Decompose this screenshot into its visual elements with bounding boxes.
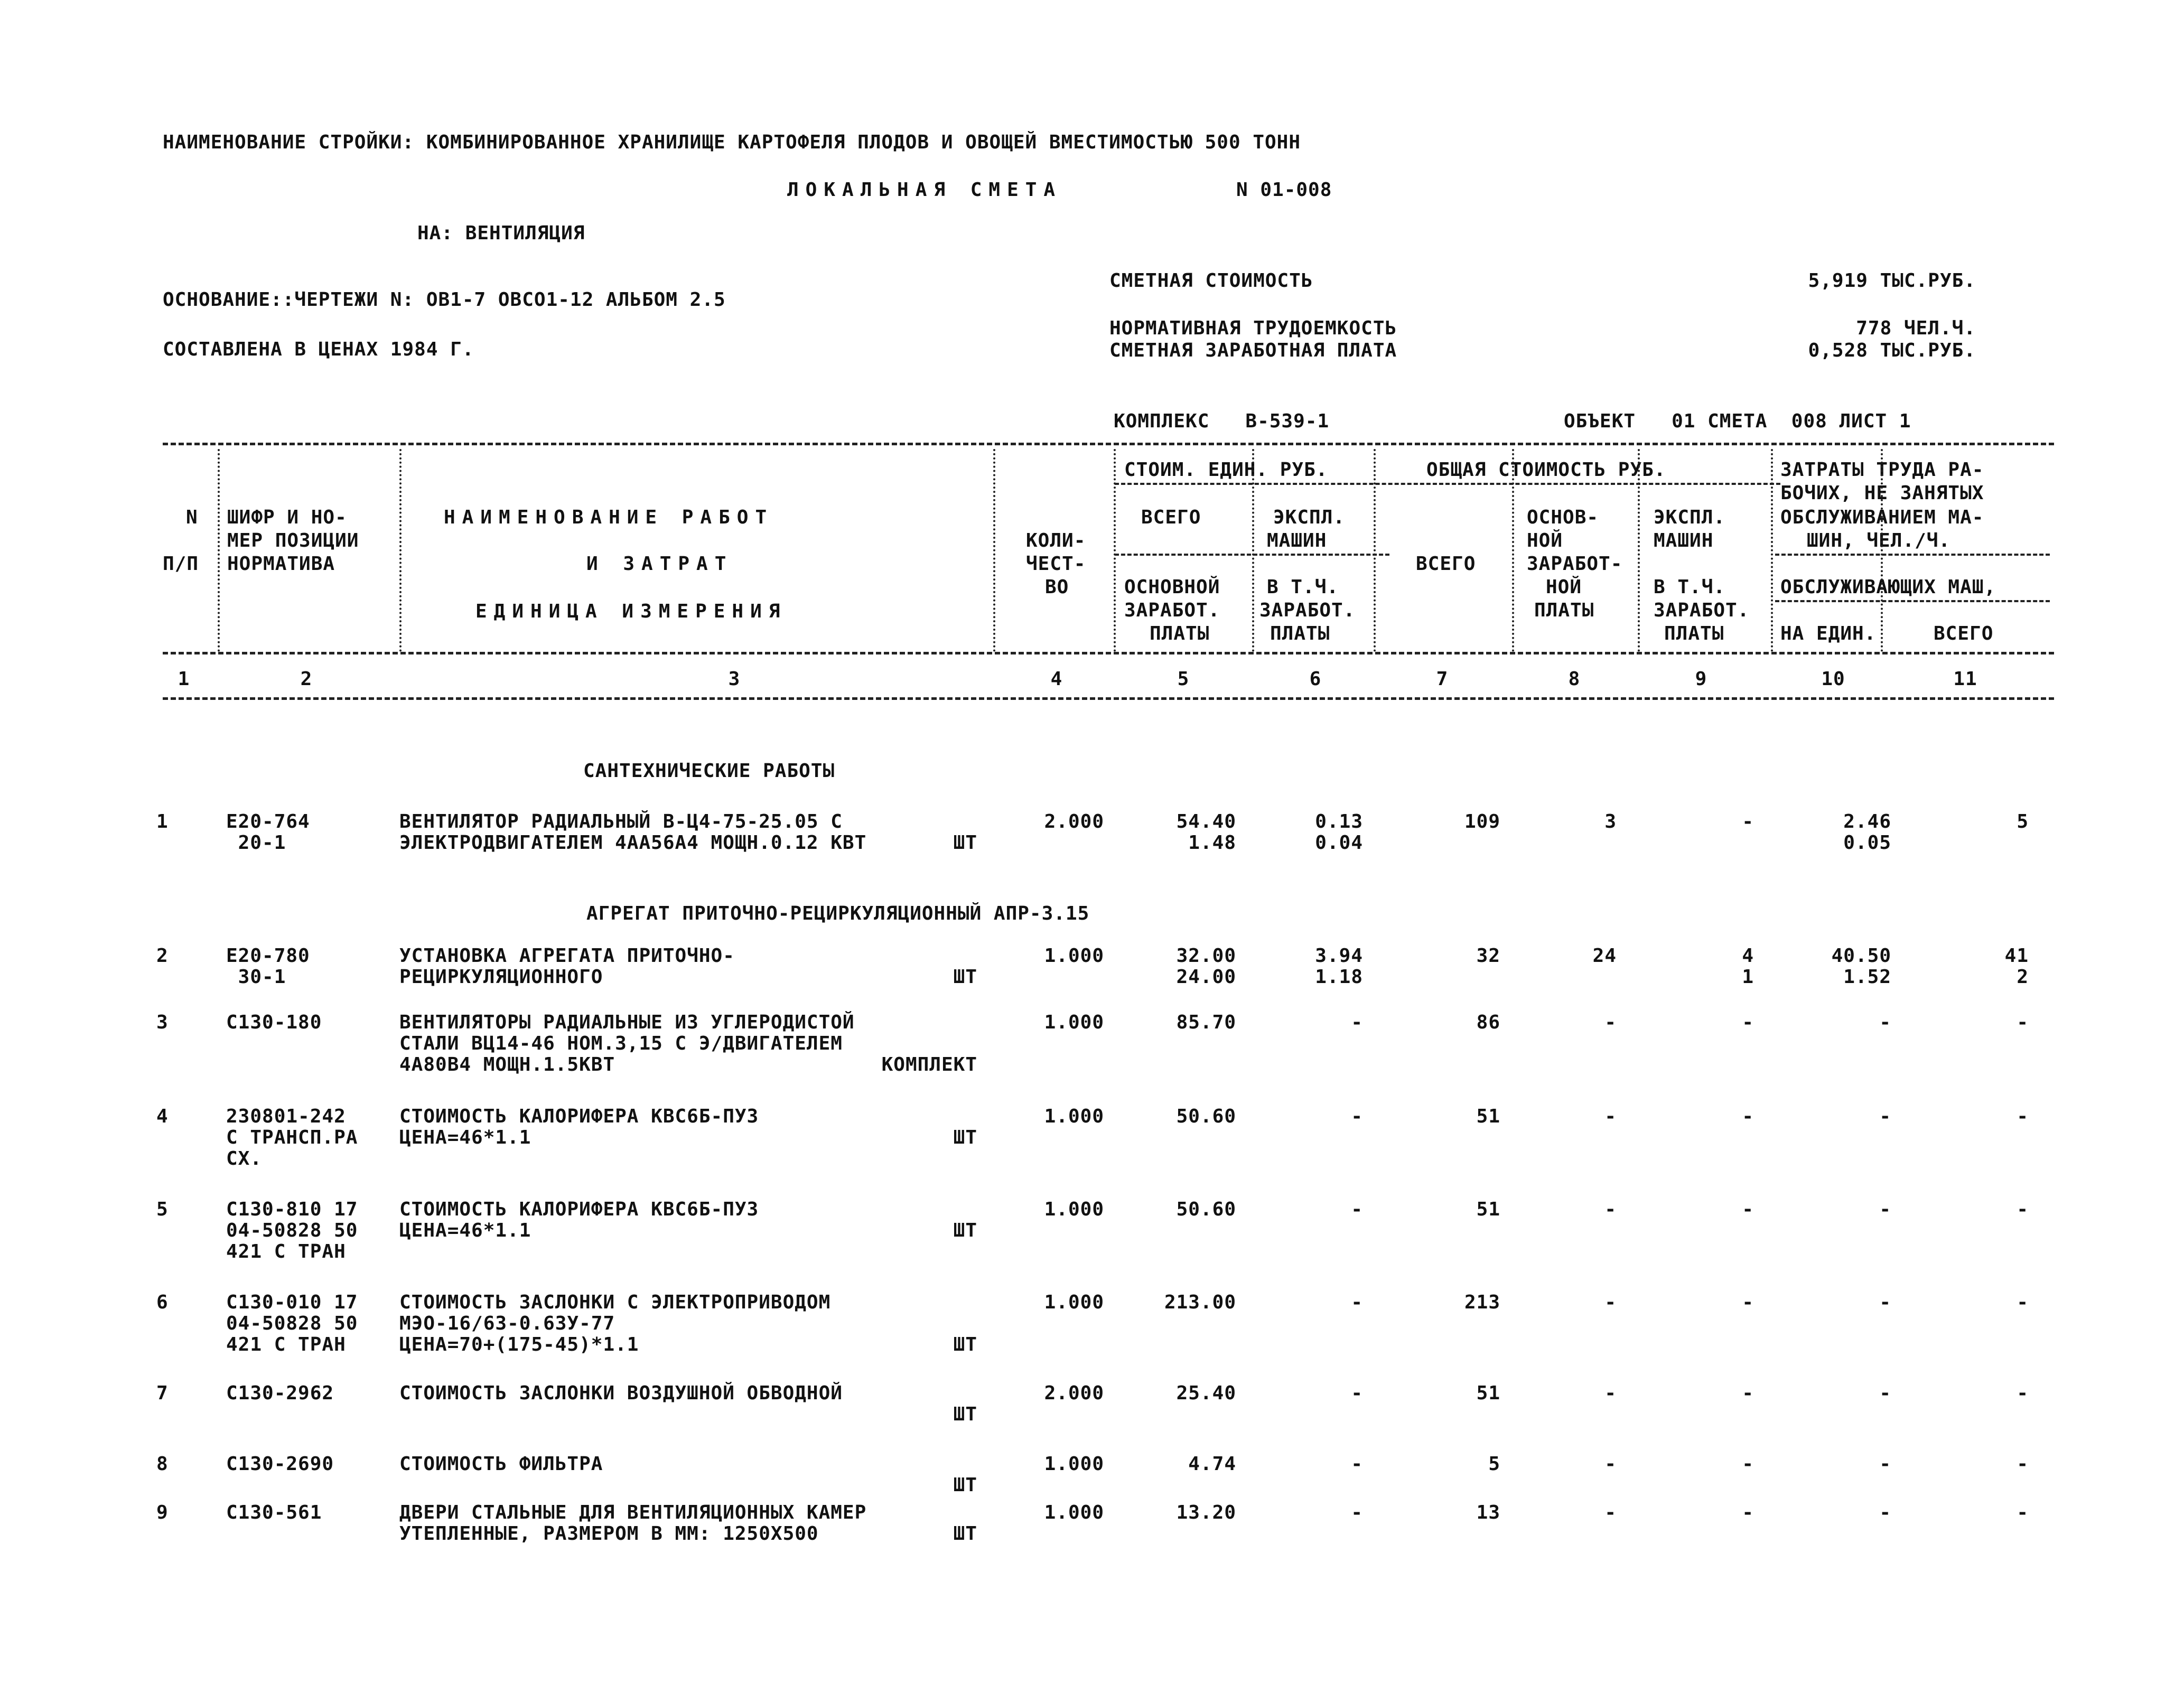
row-machine-total: 4 (1742, 945, 1754, 967)
header-top-rule (163, 443, 2054, 445)
row-machine-total: - (1742, 1453, 1754, 1475)
row-labor-unit: - (1879, 1106, 1891, 1127)
row-labor-unit: - (1879, 1502, 1891, 1523)
row-total: 109 (1464, 811, 1500, 832)
row-code: С130-810 17 (226, 1199, 358, 1220)
row-work-name: СТАЛИ ВЦ14-46 НОМ.3,15 С Э/ДВИГАТЕЛЕМ (399, 1033, 843, 1054)
row-unit: ШТ (953, 1220, 977, 1241)
row-unit: ШТ (953, 1474, 977, 1496)
column-number: 6 (1309, 668, 1322, 690)
row-code: С130-561 (226, 1502, 322, 1523)
prices-line: СОСТАВЛЕНА В ЦЕНАХ 1984 Г. (163, 339, 474, 360)
row-work-name: ЦЕНА=46*1.1 (399, 1220, 531, 1241)
row-number: 2 (156, 945, 169, 967)
cost-value: 5,919 ТЫС.РУБ. (1808, 270, 1976, 292)
row-code: 230801-242 (226, 1106, 346, 1127)
labor-label: НОРМАТИВНАЯ ТРУДОЕМКОСТЬ (1109, 317, 1397, 339)
section-title-sanitary: САНТЕХНИЧЕСКИЕ РАБОТЫ (583, 760, 835, 782)
row-base-wage: 24 (1592, 945, 1617, 967)
row-work-name: МЭО-16/63-0.63У-77 (399, 1313, 615, 1334)
header-c8: ПЛАТЫ (1534, 600, 1594, 621)
row-quantity: 2.000 (1044, 1382, 1104, 1404)
header-code: МЕР ПОЗИЦИИ (227, 530, 359, 551)
row-labor-unit: - (1879, 1382, 1891, 1404)
row-labor-total: - (2017, 1382, 2029, 1404)
row-work-name: 4А80В4 МОЩН.1.5КВТ (399, 1054, 615, 1075)
header-machine-labor: ОБСЛУЖИВАЮЩИХ МАШ, (1780, 576, 1996, 598)
row-labor-unit: - (1879, 1453, 1891, 1475)
row-work-name: УСТАНОВКА АГРЕГАТА ПРИТОЧНО- (399, 945, 735, 967)
row-labor-total: 41 (2004, 945, 2029, 967)
row-code: 20-1 (226, 832, 286, 854)
column-number: 3 (728, 668, 741, 690)
row-unit-total: 50.60 (1176, 1199, 1236, 1220)
row-unit-total: 4.74 (1188, 1453, 1236, 1475)
header-c6-top: МАШИН (1267, 530, 1327, 551)
column-number: 1 (178, 668, 190, 690)
row-machine-total: - (1742, 1292, 1754, 1313)
header-c6-bottom: ПЛАТЫ (1270, 623, 1330, 644)
row-labor-total: - (2017, 1502, 2029, 1523)
row-labor-total: - (2017, 1106, 2029, 1127)
row-base-wage: - (1604, 1292, 1617, 1313)
header-code: НОРМАТИВА (227, 553, 335, 575)
row-base-wage: 3 (1604, 811, 1617, 832)
row-code: С130-2962 (226, 1382, 334, 1404)
row-machine-total: - (1742, 811, 1754, 832)
header-np: N (186, 507, 198, 528)
row-unit-machine: - (1351, 1502, 1363, 1523)
row-quantity: 1.000 (1044, 1106, 1104, 1127)
column-divider (1638, 449, 1640, 652)
cost-label: СМЕТНАЯ СТОИМОСТЬ (1109, 270, 1313, 292)
header-c8: ЗАРАБОТ- (1527, 553, 1623, 575)
row-labor-total: 5 (2017, 811, 2029, 832)
row-labor-total: - (2017, 1012, 2029, 1033)
row-number: 6 (156, 1292, 169, 1313)
row-work-name: ВЕНТИЛЯТОР РАДИАЛЬНЫЙ В-Ц4-75-25.05 С (399, 811, 843, 832)
header-c9: ЗАРАБОТ. (1654, 600, 1750, 621)
row-unit-machine: 0.04 (1315, 832, 1363, 854)
header-c9: ПЛАТЫ (1664, 623, 1724, 644)
row-number: 8 (156, 1453, 169, 1475)
header-labor: БОЧИХ, НЕ ЗАНЯТЫХ (1780, 482, 1984, 504)
row-code: С130-180 (226, 1012, 322, 1033)
numbers-bottom-rule (163, 697, 2054, 700)
row-total: 51 (1476, 1199, 1500, 1220)
row-labor-unit: - (1879, 1292, 1891, 1313)
header-c8: НОЙ (1546, 576, 1582, 598)
row-base-wage: - (1604, 1382, 1617, 1404)
construction-title: НАИМЕНОВАНИЕ СТРОЙКИ: КОМБИНИРОВАННОЕ ХРАНИЛИЩЕ КАРТОФЕЛЯ ПЛОДОВ И ОВОЩЕЙ ВМЕСТИМОСТЬЮ 500 ТОНН (163, 132, 1301, 153)
header-code: ШИФР И НО- (227, 507, 347, 528)
column-divider (993, 449, 995, 652)
header-c6-bottom: ЗАРАБОТ. (1259, 600, 1356, 621)
row-unit-machine: 0.13 (1315, 811, 1363, 832)
row-work-name: ЭЛЕКТРОДВИГАТЕЛЕМ 4АА56А4 МОЩН.0.12 КВТ (399, 832, 867, 854)
complex-code: КОМПЛЕКС В-539-1 (1114, 410, 1330, 432)
row-unit: ШТ (953, 966, 977, 988)
row-labor-total: - (2017, 1453, 2029, 1475)
row-unit-machine: - (1351, 1199, 1363, 1220)
row-unit-total: 213.00 (1164, 1292, 1236, 1313)
header-c8: НОЙ (1527, 530, 1563, 551)
row-base-wage: - (1604, 1199, 1617, 1220)
header-work-name: ЕДИНИЦА ИЗМЕРЕНИЯ (475, 601, 787, 622)
column-divider (1374, 449, 1376, 652)
row-machine-total: - (1742, 1502, 1754, 1523)
row-unit-machine: 1.18 (1315, 966, 1363, 988)
row-unit-machine: - (1351, 1012, 1363, 1033)
row-code: 421 С ТРАН (226, 1241, 346, 1262)
column-number: 11 (1953, 668, 1977, 690)
header-unit-cost: СТОИМ. ЕДИН. РУБ. (1124, 459, 1328, 481)
header-c9: ЭКСПЛ. (1654, 507, 1726, 528)
row-quantity: 1.000 (1044, 945, 1104, 967)
header-bottom-rule (163, 652, 2054, 654)
wage-value: 0,528 ТЫС.РУБ. (1808, 340, 1976, 361)
row-unit-total: 25.40 (1176, 1382, 1236, 1404)
row-labor-unit: - (1879, 1199, 1891, 1220)
header-c10: НА ЕДИН. (1780, 623, 1877, 644)
labor-value: 778 ЧЕЛ.Ч. (1856, 317, 1976, 339)
row-quantity: 2.000 (1044, 811, 1104, 832)
header-c6-bottom: В Т.Ч. (1267, 576, 1339, 598)
row-code: 30-1 (226, 966, 286, 988)
row-machine-total: - (1742, 1012, 1754, 1033)
header-c6-top: ЭКСПЛ. (1273, 507, 1346, 528)
row-base-wage: - (1604, 1502, 1617, 1523)
column-number: 4 (1050, 668, 1063, 690)
header-c7: ВСЕГО (1416, 553, 1476, 575)
header-work-name: И ЗАТРАТ (586, 553, 733, 575)
row-unit: ШТ (953, 832, 977, 854)
row-unit-total: 50.60 (1176, 1106, 1236, 1127)
header-divider (1775, 600, 2050, 602)
row-unit-machine: - (1351, 1292, 1363, 1313)
row-unit: ШТ (953, 1127, 977, 1148)
row-total: 32 (1476, 945, 1500, 967)
row-total: 5 (1488, 1453, 1500, 1475)
row-work-name: РЕЦИРКУЛЯЦИОННОГО (399, 966, 603, 988)
row-quantity: 1.000 (1044, 1012, 1104, 1033)
row-labor-total: - (2017, 1199, 2029, 1220)
row-work-name: СТОИМОСТЬ ЗАСЛОНКИ С ЭЛЕКТРОПРИВОДОМ (399, 1292, 831, 1313)
row-code: 04-50828 50 (226, 1220, 358, 1241)
row-code: Е20-764 (226, 811, 310, 832)
row-labor-total: 2 (2017, 966, 2029, 988)
row-work-name: УТЕПЛЕННЫЕ, РАЗМЕРОМ В ММ: 1250Х500 (399, 1523, 819, 1545)
header-work-name: НАИМЕНОВАНИЕ РАБОТ (444, 507, 774, 528)
column-number: 9 (1695, 668, 1707, 690)
row-unit-total: 54.40 (1176, 811, 1236, 832)
column-divider (1512, 449, 1514, 652)
row-code: С130-010 17 (226, 1292, 358, 1313)
header-c8: ОСНОВ- (1527, 507, 1599, 528)
row-machine-total: - (1742, 1382, 1754, 1404)
header-quantity: ЧЕСТ- (1026, 553, 1086, 575)
row-labor-unit: 0.05 (1843, 832, 1891, 854)
estimate-subject: НА: ВЕНТИЛЯЦИЯ (417, 222, 585, 244)
header-c5-bottom: ЗАРАБОТ. (1124, 600, 1220, 621)
row-code: С130-2690 (226, 1453, 334, 1475)
doc-title: ЛОКАЛЬНАЯ СМЕТА (787, 179, 1062, 201)
row-total: 51 (1476, 1106, 1500, 1127)
row-work-name: ВЕНТИЛЯТОРЫ РАДИАЛЬНЫЕ ИЗ УГЛЕРОДИСТОЙ (399, 1012, 855, 1033)
header-labor: ЗАТРАТЫ ТРУДА РА- (1780, 459, 1984, 481)
row-work-name: СТОИМОСТЬ КАЛОРИФЕРА КВС6Б-ПУ3 (399, 1106, 759, 1127)
header-divider (1115, 483, 1780, 485)
row-number: 5 (156, 1199, 169, 1220)
row-work-name: ЦЕНА=46*1.1 (399, 1127, 531, 1148)
row-labor-unit: - (1879, 1012, 1891, 1033)
row-number: 9 (156, 1502, 169, 1523)
row-work-name: СТОИМОСТЬ ЗАСЛОНКИ ВОЗДУШНОЙ ОБВОДНОЙ (399, 1382, 843, 1404)
object-sheet: ОБЪЕКТ 01 СМЕТА 008 ЛИСТ 1 (1564, 410, 1911, 432)
row-code: СХ. (226, 1148, 263, 1170)
column-number: 7 (1436, 668, 1449, 690)
row-unit-total: 24.00 (1176, 966, 1236, 988)
row-unit: ШТ (953, 1404, 977, 1425)
row-machine-total: - (1742, 1106, 1754, 1127)
row-number: 7 (156, 1382, 169, 1404)
row-base-wage: - (1604, 1453, 1617, 1475)
column-divider (1252, 449, 1254, 652)
row-base-wage: - (1604, 1106, 1617, 1127)
row-quantity: 1.000 (1044, 1199, 1104, 1220)
row-total: 51 (1476, 1382, 1500, 1404)
header-c5-top: ВСЕГО (1141, 507, 1201, 528)
row-code: 421 С ТРАН (226, 1334, 346, 1355)
row-quantity: 1.000 (1044, 1453, 1104, 1475)
basis-line: ОСНОВАНИЕ::ЧЕРТЕЖИ N: ОВ1-7 ОВСО1-12 АЛЬБОМ 2.5 (163, 289, 726, 311)
section-title-unit: АГРЕГАТ ПРИТОЧНО-РЕЦИРКУЛЯЦИОННЫЙ АПР-3.15 (586, 903, 1090, 924)
row-code: 04-50828 50 (226, 1313, 358, 1334)
column-number: 2 (300, 668, 313, 690)
row-labor-unit: 40.50 (1831, 945, 1891, 967)
header-np: П/П (163, 553, 199, 575)
row-unit-total: 1.48 (1188, 832, 1236, 854)
header-divider (1775, 554, 2050, 556)
row-unit-total: 13.20 (1176, 1502, 1236, 1523)
wage-label: СМЕТНАЯ ЗАРАБОТНАЯ ПЛАТА (1109, 340, 1397, 361)
row-base-wage: - (1604, 1012, 1617, 1033)
header-labor: ШИН, ЧЕЛ./Ч. (1807, 530, 1951, 551)
row-unit-total: 32.00 (1176, 945, 1236, 967)
row-work-name: ЦЕНА=70+(175-45)*1.1 (399, 1334, 639, 1355)
row-total: 13 (1476, 1502, 1500, 1523)
row-total: 213 (1464, 1292, 1500, 1313)
header-quantity: КОЛИ- (1026, 530, 1086, 551)
row-total: 86 (1476, 1012, 1500, 1033)
row-labor-unit: 2.46 (1843, 811, 1891, 832)
row-labor-total: - (2017, 1292, 2029, 1313)
header-quantity: ВО (1045, 576, 1069, 598)
row-machine-total: - (1742, 1199, 1754, 1220)
header-labor: ОБСЛУЖИВАНИЕМ МА- (1780, 507, 1984, 528)
row-code: С ТРАНСП.РА (226, 1127, 358, 1148)
column-divider (218, 449, 220, 652)
row-unit-machine: - (1351, 1382, 1363, 1404)
header-c11: ВСЕГО (1934, 623, 1994, 644)
row-code: Е20-780 (226, 945, 310, 967)
row-number: 1 (156, 811, 169, 832)
header-c9: МАШИН (1654, 530, 1714, 551)
row-unit-machine: 3.94 (1315, 945, 1363, 967)
column-divider (1114, 449, 1116, 652)
row-labor-unit: 1.52 (1843, 966, 1891, 988)
column-number: 8 (1568, 668, 1581, 690)
header-total-cost: ОБЩАЯ СТОИМОСТЬ РУБ. (1426, 459, 1666, 481)
row-machine-total: 1 (1742, 966, 1754, 988)
column-number: 5 (1177, 668, 1190, 690)
header-c5-bottom: ПЛАТЫ (1150, 623, 1210, 644)
column-divider (399, 449, 402, 652)
row-work-name: СТОИМОСТЬ КАЛОРИФЕРА КВС6Б-ПУ3 (399, 1199, 759, 1220)
column-divider (1771, 449, 1773, 652)
row-number: 3 (156, 1012, 169, 1033)
row-work-name: СТОИМОСТЬ ФИЛЬТРА (399, 1453, 603, 1475)
column-number: 10 (1821, 668, 1845, 690)
header-c9: В Т.Ч. (1654, 576, 1726, 598)
row-unit-machine: - (1351, 1106, 1363, 1127)
row-number: 4 (156, 1106, 169, 1127)
header-c5-bottom: ОСНОВНОЙ (1124, 576, 1220, 598)
row-unit: ШТ (953, 1334, 977, 1355)
row-unit-machine: - (1351, 1453, 1363, 1475)
row-unit-total: 85.70 (1176, 1012, 1236, 1033)
column-divider (1881, 449, 1883, 652)
row-quantity: 1.000 (1044, 1502, 1104, 1523)
row-quantity: 1.000 (1044, 1292, 1104, 1313)
row-work-name: ДВЕРИ СТАЛЬНЫЕ ДЛЯ ВЕНТИЛЯЦИОННЫХ КАМЕР (399, 1502, 867, 1523)
doc-number: N 01-008 (1236, 179, 1332, 201)
row-unit: КОМПЛЕКТ (881, 1054, 977, 1075)
row-unit: ШТ (953, 1523, 977, 1545)
